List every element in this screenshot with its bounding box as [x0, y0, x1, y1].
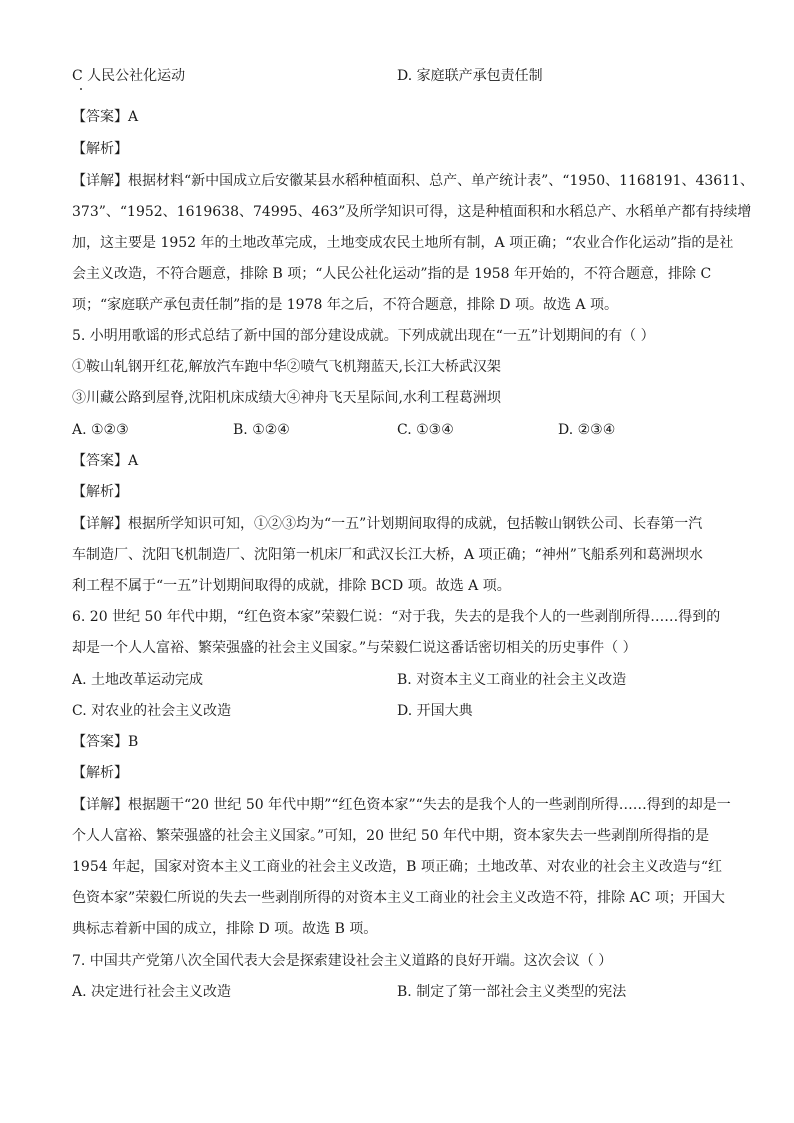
option-a: A. 决定进行社会主义改造 — [72, 984, 232, 1000]
detail-line: 会主义改造，不符合题意，排除 B 项；“人民公社化运动”指的是 1958 年开始的，不符合题意，排除 C — [72, 266, 712, 282]
detail-line: 车制造厂、沈阳飞机制造厂、沈阳第一机床厂和武汉长江大桥，A 项正确；“神州”飞船系列和葛洲坝水 — [72, 547, 703, 563]
question-stem: 6. 20 世纪 50 年代中期，“红色资本家”荣毅仁说：“对于我，失去的是我个人的一些剥削所得……得到的 — [72, 609, 721, 625]
option-d: D. 家庭联产承包责任制 — [397, 68, 543, 84]
detail-line: 色资本家”荣毅仁所说的失去一些剥削所得的对资本主义工商业的社会主义改造不符，排除 AC 项；开国大 — [72, 890, 725, 906]
option-c: C 人民公社化运动 — [72, 68, 186, 84]
answer-label: 【答案】A — [72, 453, 139, 469]
detail-line: 个人人富裕、繁荣强盛的社会主义国家。”可知，20 世纪 50 年代中期，资本家失去一些剥削所得指的是 — [72, 828, 710, 844]
question-stem: 7. 中国共产党第八次全国代表大会是探索建设社会主义道路的良好开端。这次会议（ ） — [72, 953, 613, 969]
analysis-label: 【解析】 — [72, 141, 128, 157]
stray-dot — [80, 88, 82, 90]
option-d: D. ②③④ — [558, 422, 616, 438]
question-material: ①鞍山轧钢开红花,解放汽车跑中华②喷气飞机翔蓝天,长江大桥武汉架 — [72, 359, 501, 375]
detail-line: 【详解】根据题干“20 世纪 50 年代中期”“红色资本家”“失去的是我个人的一些剥削所得……得到的却是一 — [72, 797, 731, 813]
question-stem: 却是一个人人富裕、繁荣强盛的社会主义国家。”与荣毅仁说这番话密切相关的历史事件（ ） — [72, 640, 637, 656]
analysis-label: 【解析】 — [72, 484, 128, 500]
question-stem: 5. 小明用歌谣的形式总结了新中国的部分建设成就。下列成就出现在“一五”计划期间的有（ ） — [72, 328, 655, 344]
detail-line: 373”、“1952、1619638、74995、463”及所学知识可得，这是种植面积和水稻总产、水稻单产都有持续增 — [72, 204, 752, 220]
detail-line: 典标志着新中国的成立，排除 D 项。故选 B 项。 — [72, 921, 378, 937]
detail-line: 【详解】根据所学知识可知，①②③均为“一五”计划期间取得的成就，包括鞍山钢铁公司、长春第一汽 — [72, 516, 703, 532]
option-d: D. 开国大典 — [397, 703, 473, 719]
detail-line: 1954 年起，国家对资本主义工商业的社会主义改造，B 项正确；土地改革、对农业的社会主义改造与“红 — [72, 859, 722, 875]
option-b: B. 对资本主义工商业的社会主义改造 — [397, 672, 627, 688]
detail-line: 项；“家庭联产承包责任制”指的是 1978 年之后，不符合题意，排除 D 项。故选 A 项。 — [72, 297, 618, 313]
option-a: A. 土地改革运动完成 — [72, 672, 204, 688]
answer-label: 【答案】B — [72, 734, 139, 750]
option-b: B. ①②④ — [233, 422, 290, 438]
analysis-label: 【解析】 — [72, 765, 128, 781]
option-c: C. 对农业的社会主义改造 — [72, 703, 232, 719]
detail-line: 加，这主要是 1952 年的土地改革完成，土地变成农民土地所有制，A 项正确；“农业合作化运动”指的是社 — [72, 235, 734, 251]
detail-line: 利工程不属于“一五”计划期间取得的成就，排除 BCD 项。故选 A 项。 — [72, 578, 511, 594]
question-material: ③川藏公路到屋脊,沈阳机床成绩大④神舟飞天星际间,水利工程葛洲坝 — [72, 390, 501, 406]
detail-line: 【详解】根据材料“新中国成立后安徽某县水稻种植面积、总产、单产统计表”、“1950、1168191、43611、 — [72, 173, 754, 189]
option-c: C. ①③④ — [397, 422, 454, 438]
option-b: B. 制定了第一部社会主义类型的宪法 — [397, 984, 627, 1000]
option-a: A. ①②③ — [72, 422, 129, 438]
answer-label: 【答案】A — [72, 109, 139, 125]
